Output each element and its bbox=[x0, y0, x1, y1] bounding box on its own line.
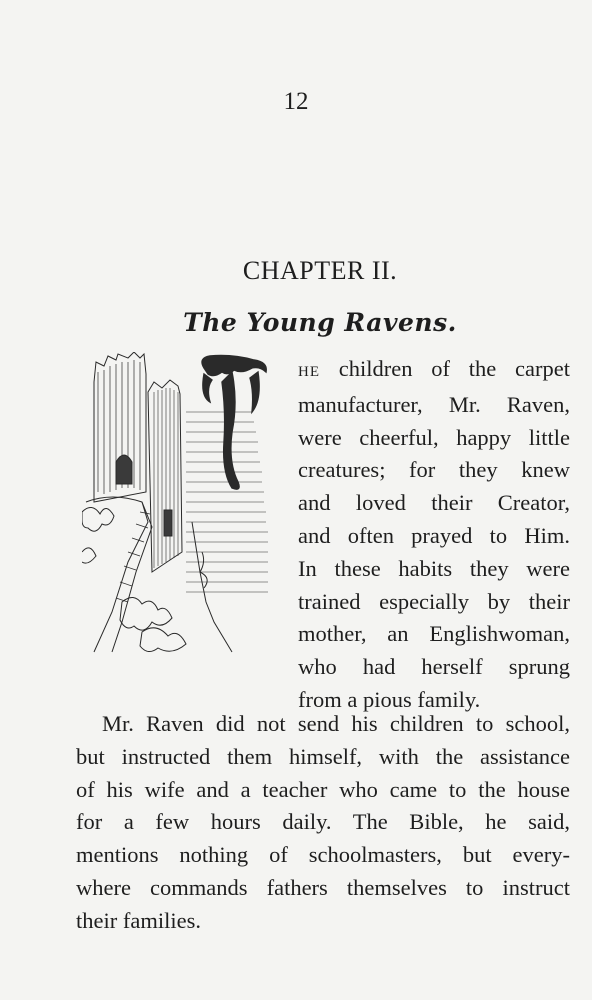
text-line: mentions nothing of schoolmasters, but every- bbox=[76, 842, 570, 868]
text-line: but instructed them himself, with the assistance bbox=[76, 743, 570, 769]
text-line: In these habits they were bbox=[298, 555, 570, 581]
chapter-title: CHAPTER II. bbox=[242, 256, 398, 285]
text-line: HE children of the carpet bbox=[298, 356, 570, 381]
text-line: manufacturer, Mr. Raven, bbox=[298, 391, 570, 417]
drop-cap-continuation: HE bbox=[298, 364, 320, 380]
text-line: trained especially by their bbox=[298, 588, 570, 614]
page-number: 12 bbox=[283, 88, 309, 115]
text-line: Mr. Raven did not send his children to school, bbox=[102, 711, 570, 736]
chapter-subtitle: The Young Ravens. bbox=[183, 308, 457, 337]
castle-ruin-illustration bbox=[82, 352, 272, 662]
text-line: for a few hours daily. The Bible, he said, bbox=[76, 809, 570, 835]
text-line: of his wife and a teacher who came to the house bbox=[76, 776, 570, 802]
text-line: where commands fathers themselves to instruct bbox=[76, 874, 570, 900]
text-line: and loved their Creator, bbox=[298, 490, 570, 516]
text-line: who had herself sprung bbox=[298, 654, 570, 680]
text-line: were cheerful, happy little bbox=[298, 424, 570, 450]
text-line: their families. bbox=[76, 907, 201, 933]
text-line: and often prayed to Him. bbox=[298, 522, 570, 548]
text-line: mother, an Englishwoman, bbox=[298, 621, 570, 647]
body-paragraph bbox=[76, 708, 570, 938]
drop-cap-paragraph bbox=[298, 353, 570, 717]
text-line: from a pious family. bbox=[298, 686, 481, 712]
text-line: creatures; for they knew bbox=[298, 457, 570, 483]
